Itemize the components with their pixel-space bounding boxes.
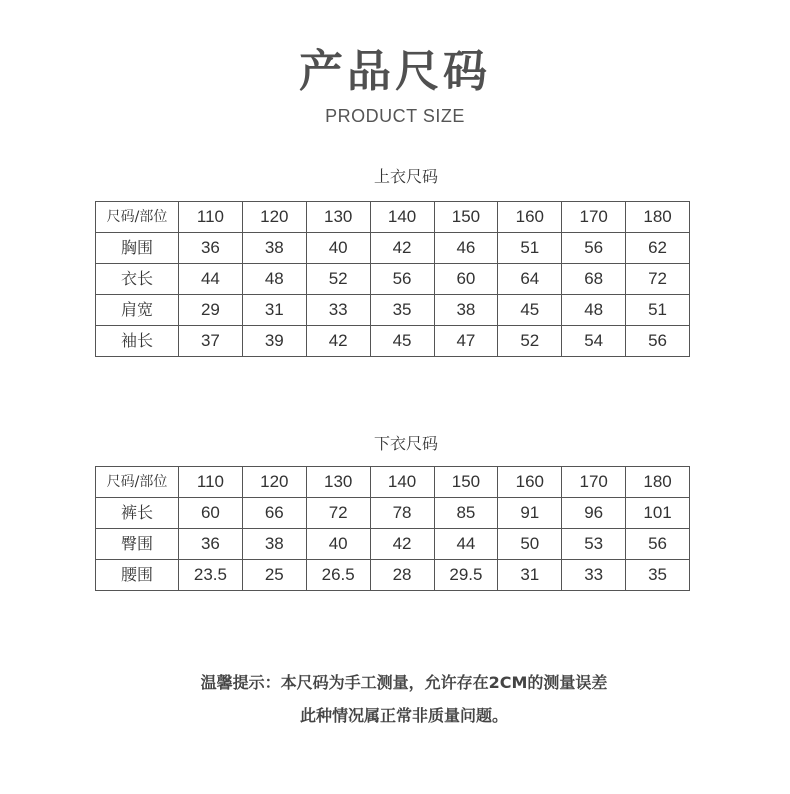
value-cell: 31 — [498, 560, 562, 591]
value-cell: 60 — [434, 264, 498, 295]
value-cell: 54 — [562, 326, 626, 357]
size-header-cell: 130 — [306, 202, 370, 233]
row-label-cell: 裤长 — [96, 498, 179, 529]
value-cell: 29.5 — [434, 560, 498, 591]
value-cell: 36 — [179, 529, 243, 560]
table-row — [96, 560, 690, 591]
tip-line-2: 此种情况属正常非质量问题。 — [299, 706, 508, 725]
table-row — [96, 295, 690, 326]
size-header-cell: 110 — [179, 467, 243, 498]
page-subtitle: PRODUCT SIZE — [325, 106, 465, 126]
row-label-cell: 肩宽 — [96, 295, 179, 326]
value-cell: 91 — [498, 498, 562, 529]
value-cell: 68 — [562, 264, 626, 295]
value-cell: 38 — [242, 529, 306, 560]
value-cell: 78 — [370, 498, 434, 529]
value-cell: 40 — [306, 233, 370, 264]
size-header-cell: 120 — [242, 202, 306, 233]
value-cell: 36 — [179, 233, 243, 264]
row-label-cell: 衣长 — [96, 264, 179, 295]
size-header-cell: 180 — [626, 467, 690, 498]
value-cell: 42 — [370, 233, 434, 264]
size-header-cell: 130 — [306, 467, 370, 498]
value-cell: 31 — [242, 295, 306, 326]
value-cell: 50 — [498, 529, 562, 560]
value-cell: 39 — [242, 326, 306, 357]
value-cell: 56 — [626, 326, 690, 357]
value-cell: 85 — [434, 498, 498, 529]
table-header-row — [96, 467, 690, 498]
value-cell: 52 — [306, 264, 370, 295]
value-cell: 25 — [242, 560, 306, 591]
value-cell: 45 — [498, 295, 562, 326]
value-cell: 52 — [498, 326, 562, 357]
size-header-cell: 110 — [179, 202, 243, 233]
header-label-cell: 尺码/部位 — [96, 202, 179, 233]
value-cell: 56 — [626, 529, 690, 560]
table-row — [96, 233, 690, 264]
table-row — [96, 264, 690, 295]
value-cell: 37 — [179, 326, 243, 357]
size-header-cell: 140 — [370, 467, 434, 498]
table-header-row — [96, 202, 690, 233]
value-cell: 72 — [626, 264, 690, 295]
header-label-cell: 尺码/部位 — [96, 467, 179, 498]
size-header-cell: 180 — [626, 202, 690, 233]
value-cell: 45 — [370, 326, 434, 357]
value-cell: 48 — [242, 264, 306, 295]
value-cell: 44 — [179, 264, 243, 295]
top-table-caption: 上衣尺码 — [373, 167, 438, 186]
value-cell: 48 — [562, 295, 626, 326]
value-cell: 38 — [242, 233, 306, 264]
value-cell: 33 — [562, 560, 626, 591]
value-cell: 35 — [370, 295, 434, 326]
value-cell: 26.5 — [306, 560, 370, 591]
size-header-cell: 120 — [242, 467, 306, 498]
value-cell: 101 — [626, 498, 690, 529]
tip-line-1: 温馨提示：本尺码为手工测量，允许存在2CM的测量误差 — [200, 673, 608, 692]
value-cell: 47 — [434, 326, 498, 357]
value-cell: 51 — [498, 233, 562, 264]
row-label-cell: 袖长 — [96, 326, 179, 357]
table-row — [96, 529, 690, 560]
value-cell: 96 — [562, 498, 626, 529]
row-label-cell: 臀围 — [96, 529, 179, 560]
table-row — [96, 326, 690, 357]
value-cell: 72 — [306, 498, 370, 529]
bottom-table-caption: 下衣尺码 — [373, 434, 438, 453]
value-cell: 66 — [242, 498, 306, 529]
size-header-cell: 160 — [498, 467, 562, 498]
value-cell: 28 — [370, 560, 434, 591]
size-header-cell: 140 — [370, 202, 434, 233]
value-cell: 60 — [179, 498, 243, 529]
value-cell: 56 — [370, 264, 434, 295]
value-cell: 33 — [306, 295, 370, 326]
value-cell: 53 — [562, 529, 626, 560]
value-cell: 56 — [562, 233, 626, 264]
value-cell: 23.5 — [179, 560, 243, 591]
value-cell: 42 — [306, 326, 370, 357]
page-title: 产品尺码 — [299, 46, 491, 97]
value-cell: 46 — [434, 233, 498, 264]
size-header-cell: 170 — [562, 467, 626, 498]
top-size-table — [95, 201, 690, 357]
table-row — [96, 498, 690, 529]
value-cell: 42 — [370, 529, 434, 560]
row-label-cell: 腰围 — [96, 560, 179, 591]
value-cell: 38 — [434, 295, 498, 326]
bottom-size-table — [95, 466, 690, 591]
value-cell: 40 — [306, 529, 370, 560]
value-cell: 62 — [626, 233, 690, 264]
value-cell: 44 — [434, 529, 498, 560]
row-label-cell: 胸围 — [96, 233, 179, 264]
value-cell: 29 — [179, 295, 243, 326]
size-header-cell: 160 — [498, 202, 562, 233]
value-cell: 51 — [626, 295, 690, 326]
value-cell: 35 — [626, 560, 690, 591]
value-cell: 64 — [498, 264, 562, 295]
size-header-cell: 150 — [434, 467, 498, 498]
size-header-cell: 170 — [562, 202, 626, 233]
size-header-cell: 150 — [434, 202, 498, 233]
